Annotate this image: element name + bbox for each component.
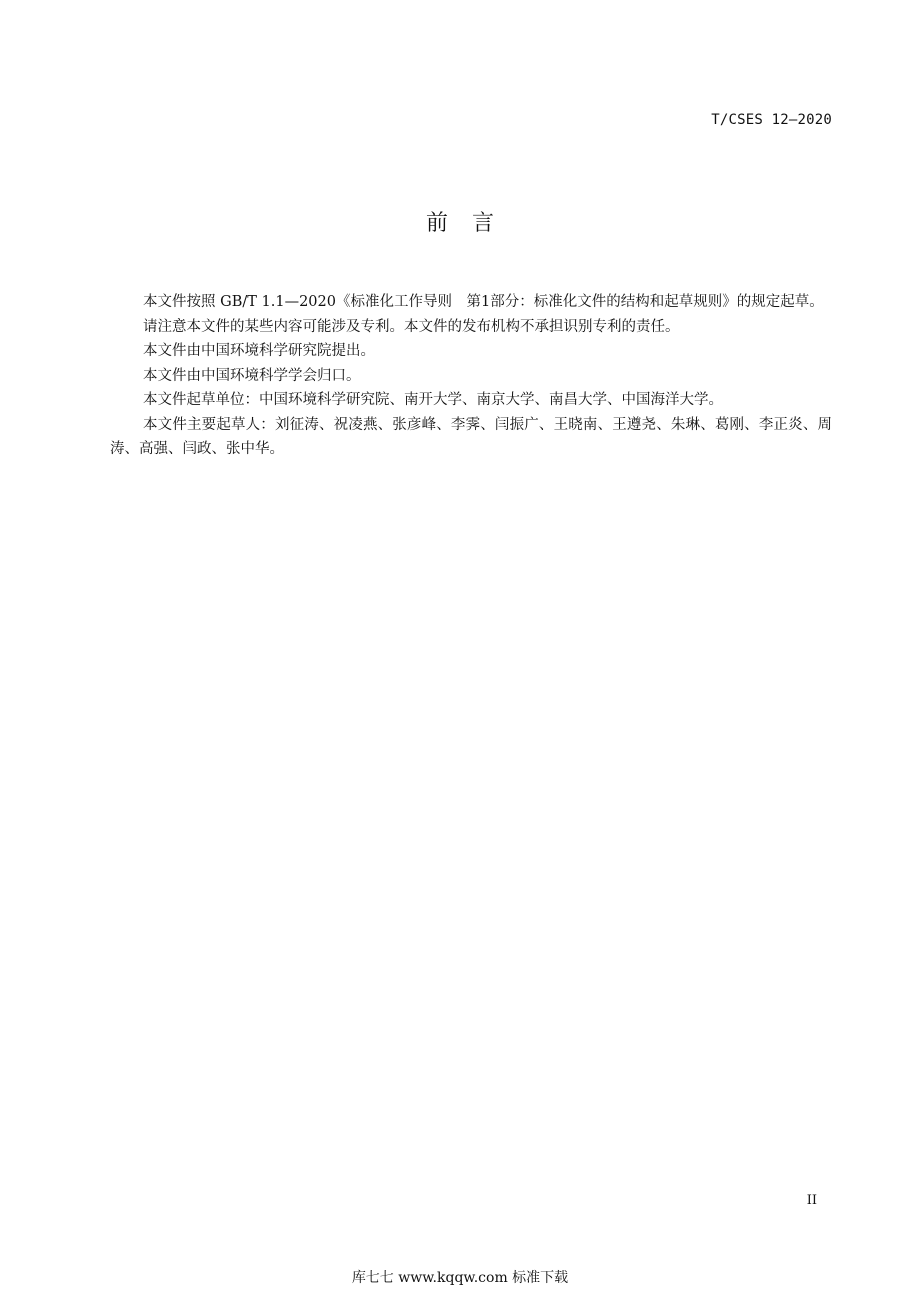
paragraph-drafting-basis: 本文件按照 GB/T 1.1—2020《标准化工作导则 第1部分：标准化文件的结构和起草规则》的规定起草。 — [143, 294, 824, 310]
paragraph-patent-notice: 请注意本文件的某些内容可能涉及专利。本文件的发布机构不承担识别专利的责任。 — [143, 318, 680, 335]
page-number: II — [806, 1193, 817, 1208]
paragraph-drafting-units: 本文件起草单位：中国环境科学研究院、南开大学、南京大学、南昌大学、中国海洋大学。 — [143, 392, 723, 408]
section-title: 前言 — [425, 211, 518, 236]
document-code: T/CSES 12—2020 — [711, 112, 832, 128]
paragraph-proposer: 本文件由中国环境科学研究院提出。 — [143, 343, 375, 359]
preface-body — [110, 290, 832, 462]
paragraph-administrator: 本文件由中国环境科学学会归口。 — [143, 367, 361, 384]
footer-watermark: 库七七 www.kqqw.com 标准下载 — [351, 1270, 569, 1286]
paragraph-drafters: 本文件主要起草人：刘征涛、祝凌燕、张彦峰、李霁、闫振广、王晓南、王遵尧、朱琳、葛刚、李正炎、周涛、高强、闫政、张中华。 — [110, 416, 832, 457]
